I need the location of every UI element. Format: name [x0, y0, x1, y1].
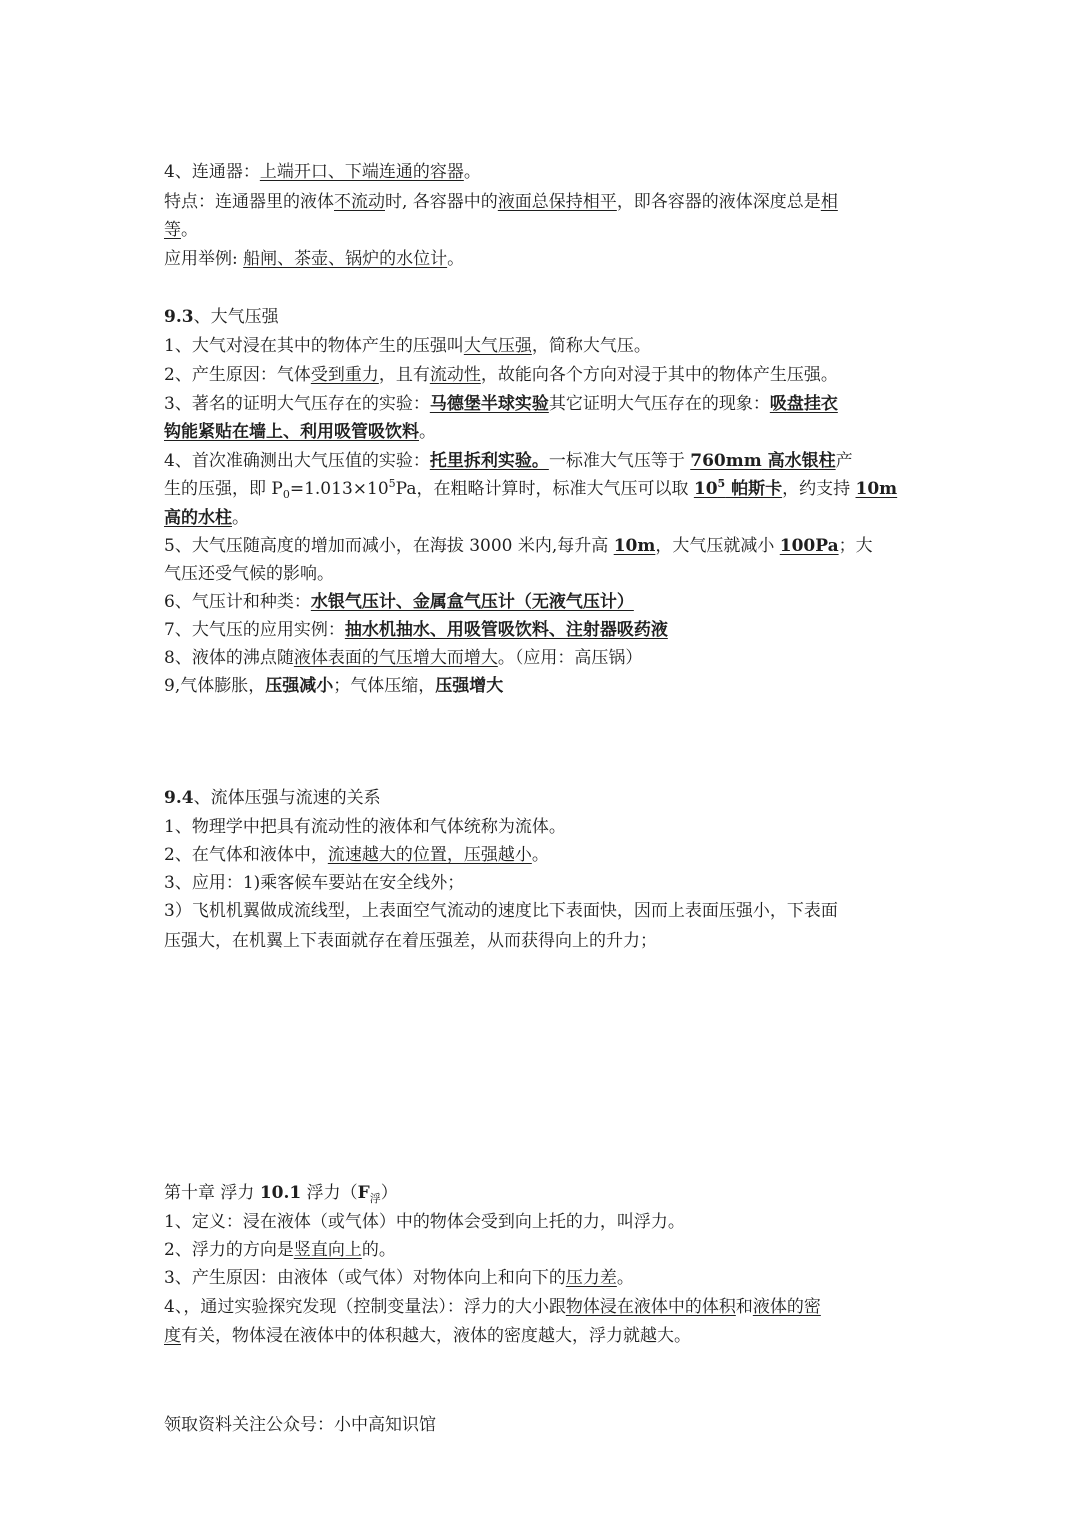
text: 其它证明大气压存在的现象： — [548, 394, 770, 414]
underlined-answer — [694, 479, 782, 499]
text: 6、气压计和种类： — [164, 592, 311, 612]
text: 应用举例: — [164, 249, 244, 269]
text: Pa，在粗略计算时，标准大气压可以取 — [395, 479, 694, 499]
section-number: 9.4 — [164, 788, 194, 808]
text: 8、液体的沸点随 — [164, 648, 294, 668]
text: 。 — [419, 422, 436, 442]
underlined-answer: 100Pa — [779, 536, 839, 556]
text: ，简称大气压。 — [531, 336, 651, 356]
text: 特点：连通器里的液体 — [164, 192, 334, 212]
fluid-line-3 — [164, 870, 464, 896]
underlined-answer: 水银气压计、金属盒气压计（无液气压计） — [310, 592, 634, 612]
underlined-answer: 流速越大的位置，压强越小 — [327, 845, 532, 865]
underlined-answer: 竖直向上 — [293, 1240, 362, 1260]
text: 。 — [232, 508, 249, 528]
text: 的。 — [361, 1240, 396, 1260]
text: 4、首次准确测出大气压值的实验： — [164, 451, 430, 471]
connector-definition-line — [164, 159, 481, 185]
text: 。 — [548, 817, 566, 837]
text: =1.013×10 — [289, 479, 389, 499]
chapter-heading-10-1 — [164, 1180, 398, 1208]
underlined-answer: 高水银柱 — [761, 451, 836, 471]
underlined-answer: 760mm — [690, 451, 762, 471]
atmos-line-3 — [164, 391, 838, 417]
text: ） — [380, 1183, 398, 1203]
atmos-line-1 — [164, 333, 651, 359]
underlined-answer: 物体浸在液体中的体积 — [565, 1297, 736, 1317]
underlined-answer: 马德堡半球实验 — [429, 394, 549, 414]
underlined-answer: 等 — [164, 220, 181, 240]
text: 9,气体膨胀， — [164, 676, 266, 696]
text: 1、物理学中把具有 — [164, 817, 311, 837]
buoyancy-line-3 — [164, 1265, 634, 1291]
text: ，且有 — [378, 365, 430, 385]
text: 帕斯卡 — [725, 479, 783, 499]
text: 。 — [531, 845, 549, 865]
text: 生的压强，即 P — [164, 479, 283, 499]
atmos-line-8 — [164, 645, 642, 671]
underlined-answer: 钩能紧贴在墙上、利用吸管吸饮料 — [164, 422, 419, 442]
text: 。 — [616, 1268, 634, 1288]
footer-text: 领取资料关注公众号：小中高知识馆 — [164, 1415, 436, 1435]
fluid-line-4 — [164, 898, 838, 924]
underlined-answer: 10m — [855, 479, 898, 499]
text: 流动性 — [310, 817, 362, 837]
section-number: 9.3 — [164, 307, 194, 327]
atmos-line-3-cont — [164, 419, 436, 445]
buoyancy-line-4-cont — [164, 1323, 691, 1349]
text: ；气体压缩， — [333, 676, 436, 696]
underlined-answer: 10m — [613, 536, 656, 556]
underlined-answer: 受到重力 — [310, 365, 379, 385]
text: 2、在气体和液体中， — [164, 845, 328, 865]
text: 的液体和气体统称为 — [361, 817, 515, 837]
text: 1、定义：浸在液体（或气体）中的物体会受到向上托的力，叫浮力。 — [164, 1212, 685, 1232]
underlined-answer: 压力差 — [565, 1268, 617, 1288]
connector-examples-line — [164, 246, 464, 272]
text: ，故能向各个方向对浸于其中的物体产生压强。 — [480, 365, 838, 385]
emphasis: 压强减小 — [265, 676, 334, 696]
section-number: 10.1 — [259, 1183, 302, 1203]
underlined-answer: 大气压强 — [463, 336, 532, 356]
text: 1、大气对浸在其中的物体产生的压强叫 — [164, 336, 464, 356]
text: ，大气压就减小 — [655, 536, 780, 556]
text: 3、应用：1)乘客候车要站在安全线外； — [164, 873, 465, 893]
underlined-answer: 抽水机抽水、用吸管吸饮料、注射器吸药液 — [344, 620, 668, 640]
atmos-line-2 — [164, 362, 838, 388]
section-title: 、大气压强 — [193, 307, 279, 327]
buoyancy-line-1 — [164, 1209, 685, 1235]
text: 。 — [181, 220, 198, 240]
atmos-line-4-cont — [164, 476, 897, 504]
text: 浮力（ — [301, 1183, 358, 1203]
underlined-answer: 流动性 — [429, 365, 481, 385]
fluid-line-4-cont — [164, 928, 657, 954]
text: 7、大气压的应用实例： — [164, 620, 345, 640]
underlined-answer: 吸盘挂衣 — [769, 394, 838, 414]
text: 3、产生原因：由液体（或气体）对物体向上和向下的 — [164, 1268, 566, 1288]
chapter-title: 第十章 浮力 — [164, 1183, 260, 1203]
underlined-answer: 上端开口、下端连通的容器 — [259, 162, 464, 182]
subscript: 浮 — [369, 1192, 381, 1205]
atmos-line-7 — [164, 617, 668, 643]
text: ，约支持 — [782, 479, 856, 499]
footer-note — [164, 1412, 436, 1438]
atmos-line-5 — [164, 533, 873, 559]
text: 3）飞机机翼做成流线型，上表面空气流动的速度比下表面快，因而上表面压强小，下表面 — [164, 901, 838, 921]
superscript: 5 — [388, 477, 396, 490]
atmos-line-6 — [164, 589, 634, 615]
section-heading-9-3 — [164, 304, 279, 330]
underlined-answer: 液体的密 — [752, 1297, 821, 1317]
text: 时, 各容器中的 — [385, 192, 498, 212]
atmos-line-4-cont2 — [164, 505, 249, 531]
text: 10 — [693, 479, 718, 499]
text: 2、产生原因：气体 — [164, 365, 311, 385]
section-heading-9-4 — [164, 785, 381, 811]
underlined-answer: 高的水柱 — [164, 508, 232, 528]
buoyancy-line-4 — [164, 1294, 821, 1320]
section-title: 、流体压强与流速的关系 — [193, 788, 381, 808]
fluid-line-1 — [164, 814, 566, 840]
emphasis: 压强增大 — [435, 676, 504, 696]
buoyancy-line-2 — [164, 1237, 396, 1263]
text: ，即各容器的液体深度总是 — [616, 192, 821, 212]
text: 和 — [735, 1297, 753, 1317]
text: 有关，物体浸在液体中的体积越大，液体的密度越大，浮力就越大。 — [181, 1326, 691, 1346]
text: 产 — [835, 451, 853, 471]
underlined-answer: 相 — [820, 192, 838, 212]
text: ；大 — [838, 536, 873, 556]
symbol: F — [357, 1183, 370, 1203]
text: 气压还受气候的影响。 — [164, 564, 334, 584]
connector-feature-line-cont — [164, 217, 198, 243]
underlined-answer: 液体表面的气压增大而增大 — [293, 648, 498, 668]
text: 3、著名的证明大气压存在的实验： — [164, 394, 430, 414]
text: 4、，通过实验探究发现（控制变量法）：浮力的大小跟 — [164, 1297, 566, 1317]
text: 5、大气压随高度的增加而减小，在海拔 3000 米内,每升高 — [164, 536, 614, 556]
underlined-answer: 度 — [164, 1326, 181, 1346]
underlined-answer: 托里拆利实验。 — [429, 451, 549, 471]
text: 。（应用：高压锅） — [497, 648, 643, 668]
underlined-answer: 不流动 — [334, 192, 385, 212]
text: 流体 — [514, 817, 549, 837]
text: 压强大，在机翼上下表面就存在着压强差，从而获得向上的升力； — [164, 931, 657, 951]
atmos-line-4 — [164, 448, 853, 474]
subscript: 0 — [282, 488, 290, 501]
text: 2、浮力的方向是 — [164, 1240, 294, 1260]
text: 一标准大气压等于 — [548, 451, 691, 471]
atmos-line-9 — [164, 673, 503, 699]
atmos-line-5-cont — [164, 561, 334, 587]
text: 4、连通器： — [164, 162, 260, 182]
text: 。 — [463, 162, 481, 182]
connector-feature-line — [164, 189, 838, 215]
underlined-answer: 船闸、茶壶、锅炉的水位计 — [243, 249, 448, 269]
text: 。 — [447, 249, 465, 269]
fluid-line-2 — [164, 842, 549, 868]
underlined-answer: 液面总保持相平 — [497, 192, 617, 212]
superscript: 5 — [717, 477, 726, 490]
